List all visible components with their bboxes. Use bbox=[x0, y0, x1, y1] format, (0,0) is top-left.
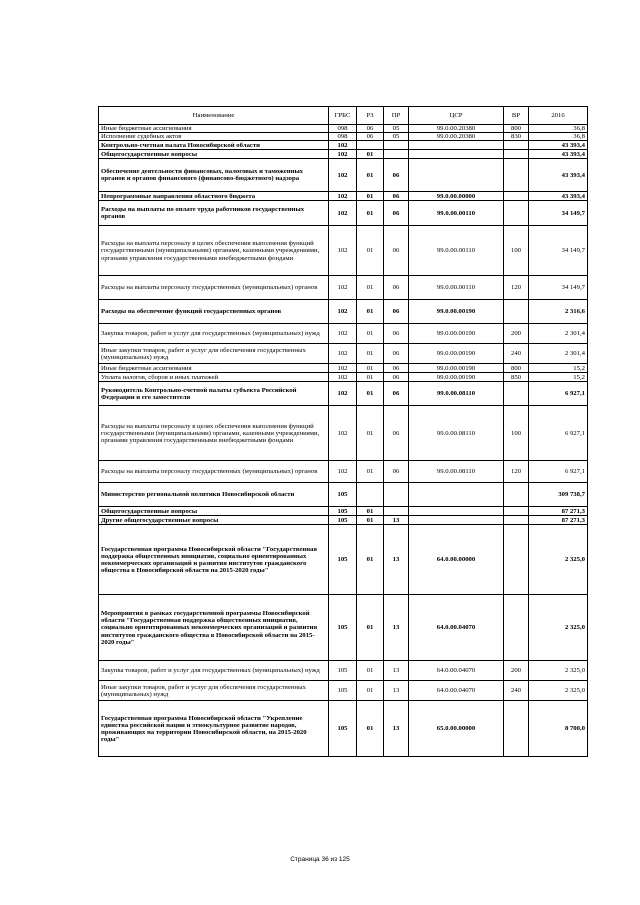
cell-amount: 15,2 bbox=[529, 373, 588, 382]
cell-name: Иные закупки товаров, работ и услуг для обеспечения государственных (муниципальных) нужд bbox=[99, 344, 329, 364]
cell-csr: 99.0.00.20380 bbox=[409, 133, 504, 141]
table-row bbox=[99, 226, 588, 276]
cell-vr bbox=[504, 525, 529, 595]
cell-name: Расходы на выплаты по оплате труда работников государственных органов bbox=[99, 201, 329, 226]
cell-csr bbox=[409, 516, 504, 525]
cell-grbs: 102 bbox=[329, 226, 357, 276]
cell-csr bbox=[409, 507, 504, 516]
cell-amount: 36,8 bbox=[529, 125, 588, 133]
cell-rz: 01 bbox=[357, 226, 384, 276]
cell-pr: 05 bbox=[384, 133, 409, 141]
cell-rz: 01 bbox=[357, 344, 384, 364]
cell-name: Иные бюджетные ассигнования bbox=[99, 125, 329, 133]
table-row bbox=[99, 483, 588, 507]
cell-vr bbox=[504, 595, 529, 661]
cell-name: Непрограммные направления областного бюджета bbox=[99, 192, 329, 201]
table-body bbox=[99, 125, 588, 757]
cell-grbs: 102 bbox=[329, 373, 357, 382]
cell-vr bbox=[504, 483, 529, 507]
cell-vr bbox=[504, 159, 529, 192]
cell-name: Расходы на выплаты персоналу государственных (муниципальных) органов bbox=[99, 461, 329, 483]
table-row bbox=[99, 507, 588, 516]
table-row bbox=[99, 461, 588, 483]
cell-csr: 99.0.00.08110 bbox=[409, 461, 504, 483]
cell-amount: 34 149,7 bbox=[529, 276, 588, 300]
cell-vr: 240 bbox=[504, 681, 529, 701]
table-row bbox=[99, 681, 588, 701]
cell-pr: 13 bbox=[384, 516, 409, 525]
cell-amount: 87 271,3 bbox=[529, 507, 588, 516]
cell-vr: 200 bbox=[504, 661, 529, 681]
cell-grbs: 105 bbox=[329, 525, 357, 595]
cell-grbs: 098 bbox=[329, 133, 357, 141]
cell-grbs: 102 bbox=[329, 382, 357, 406]
cell-amount: 2 316,6 bbox=[529, 300, 588, 324]
cell-name: Расходы на выплаты персоналу в целях обеспечения выполнения функций государственными (муниципальными) органами, казенными учреждениями, органами управления государственными внебюджетными фондами bbox=[99, 226, 329, 276]
cell-csr: 99.0.00.00110 bbox=[409, 226, 504, 276]
cell-vr bbox=[504, 516, 529, 525]
cell-name: Обеспечение деятельности финансовых, налоговых и таможенных органов и органов финансового (финансово-бюджетного) надзора bbox=[99, 159, 329, 192]
cell-pr: 13 bbox=[384, 661, 409, 681]
cell-pr: 13 bbox=[384, 595, 409, 661]
header-csr: ЦСР bbox=[409, 107, 504, 125]
cell-csr: 64.0.00.04070 bbox=[409, 661, 504, 681]
cell-csr: 99.0.00.00190 bbox=[409, 364, 504, 373]
cell-name: Исполнение судебных актов bbox=[99, 133, 329, 141]
table-row bbox=[99, 344, 588, 364]
header-row bbox=[99, 107, 588, 125]
cell-vr bbox=[504, 507, 529, 516]
cell-rz: 01 bbox=[357, 150, 384, 159]
cell-name: Закупка товаров, работ и услуг для государственных (муниципальных) нужд bbox=[99, 661, 329, 681]
cell-rz: 01 bbox=[357, 159, 384, 192]
cell-amount: 6 927,1 bbox=[529, 406, 588, 461]
cell-name: Контрольно-счетная палата Новосибирской области bbox=[99, 141, 329, 150]
cell-vr: 830 bbox=[504, 133, 529, 141]
cell-amount: 43 393,4 bbox=[529, 150, 588, 159]
cell-pr: 06 bbox=[384, 364, 409, 373]
cell-pr: 06 bbox=[384, 192, 409, 201]
cell-csr bbox=[409, 483, 504, 507]
cell-amount: 43 393,4 bbox=[529, 159, 588, 192]
cell-vr bbox=[504, 382, 529, 406]
cell-name: Иные закупки товаров, работ и услуг для обеспечения государственных (муниципальных) нужд bbox=[99, 681, 329, 701]
cell-name: Расходы на выплаты персоналу в целях обеспечения выполнения функций государственными (муниципальными) органами, казенными учреждениями, органами управления государственными внебюджетными фондами bbox=[99, 406, 329, 461]
table-row bbox=[99, 133, 588, 141]
table-row bbox=[99, 406, 588, 461]
cell-amount: 2 325,0 bbox=[529, 681, 588, 701]
cell-csr: 99.0.00.08110 bbox=[409, 382, 504, 406]
table-row bbox=[99, 192, 588, 201]
cell-vr: 120 bbox=[504, 461, 529, 483]
cell-csr bbox=[409, 150, 504, 159]
table-row bbox=[99, 324, 588, 344]
cell-rz: 01 bbox=[357, 525, 384, 595]
cell-csr: 99.0.00.00000 bbox=[409, 192, 504, 201]
cell-pr: 06 bbox=[384, 406, 409, 461]
table-row bbox=[99, 150, 588, 159]
cell-rz: 01 bbox=[357, 406, 384, 461]
cell-rz bbox=[357, 141, 384, 150]
cell-grbs: 102 bbox=[329, 344, 357, 364]
cell-vr: 800 bbox=[504, 125, 529, 133]
cell-csr bbox=[409, 159, 504, 192]
cell-rz bbox=[357, 483, 384, 507]
header-rz: РЗ bbox=[357, 107, 384, 125]
cell-name: Уплата налогов, сборов и иных платежей bbox=[99, 373, 329, 382]
cell-amount: 43 393,4 bbox=[529, 192, 588, 201]
cell-amount: 2 301,4 bbox=[529, 324, 588, 344]
cell-vr: 850 bbox=[504, 373, 529, 382]
cell-name: Мероприятия в рамках государственной программы Новосибирской области "Государственная поддержка общественных инициатив, социально ориентированных некоммерческих организаций и развития институтов гражданского общества в Новосибирской области на 2015-2020 годы" bbox=[99, 595, 329, 661]
cell-amount: 34 149,7 bbox=[529, 226, 588, 276]
cell-name: Иные бюджетные ассигнования bbox=[99, 364, 329, 373]
cell-vr: 800 bbox=[504, 364, 529, 373]
cell-name: Общегосударственные вопросы bbox=[99, 150, 329, 159]
table-row bbox=[99, 525, 588, 595]
cell-rz: 01 bbox=[357, 192, 384, 201]
cell-rz: 01 bbox=[357, 701, 384, 757]
cell-rz: 01 bbox=[357, 661, 384, 681]
cell-amount: 6 927,1 bbox=[529, 382, 588, 406]
cell-csr: 64.0.00.00000 bbox=[409, 525, 504, 595]
cell-grbs: 102 bbox=[329, 406, 357, 461]
cell-name: Расходы на обеспечение функций государственных органов bbox=[99, 300, 329, 324]
cell-amount: 2 325,0 bbox=[529, 525, 588, 595]
cell-pr: 05 bbox=[384, 125, 409, 133]
cell-pr: 06 bbox=[384, 373, 409, 382]
cell-amount: 36,8 bbox=[529, 133, 588, 141]
table-row bbox=[99, 701, 588, 757]
cell-vr bbox=[504, 201, 529, 226]
cell-grbs: 102 bbox=[329, 461, 357, 483]
cell-amount: 87 271,3 bbox=[529, 516, 588, 525]
cell-amount: 15,2 bbox=[529, 364, 588, 373]
cell-pr: 06 bbox=[384, 159, 409, 192]
cell-amount: 8 700,0 bbox=[529, 701, 588, 757]
cell-csr: 99.0.00.00190 bbox=[409, 324, 504, 344]
cell-rz: 01 bbox=[357, 507, 384, 516]
cell-pr: 06 bbox=[384, 382, 409, 406]
cell-grbs: 102 bbox=[329, 192, 357, 201]
cell-pr: 06 bbox=[384, 201, 409, 226]
cell-pr: 06 bbox=[384, 324, 409, 344]
table-header bbox=[99, 107, 588, 125]
cell-rz: 01 bbox=[357, 364, 384, 373]
table-row bbox=[99, 364, 588, 373]
cell-pr: 06 bbox=[384, 344, 409, 364]
cell-csr: 65.0.00.00000 bbox=[409, 701, 504, 757]
cell-grbs: 105 bbox=[329, 516, 357, 525]
cell-grbs: 102 bbox=[329, 150, 357, 159]
cell-pr: 06 bbox=[384, 461, 409, 483]
table-row bbox=[99, 595, 588, 661]
cell-vr: 120 bbox=[504, 276, 529, 300]
cell-grbs: 098 bbox=[329, 125, 357, 133]
cell-rz: 01 bbox=[357, 324, 384, 344]
cell-name: Другие общегосударственные вопросы bbox=[99, 516, 329, 525]
cell-grbs: 102 bbox=[329, 276, 357, 300]
cell-rz: 01 bbox=[357, 276, 384, 300]
cell-amount: 34 149,7 bbox=[529, 201, 588, 226]
header-grbs: ГРБС bbox=[329, 107, 357, 125]
table-row bbox=[99, 516, 588, 525]
cell-name: Руководитель Контрольно-счетной палаты субъекта Российской Федерации и его заместители bbox=[99, 382, 329, 406]
cell-name: Государственная программа Новосибирской области "Укрепление единства российской нации и этнокультурное развитие народов, проживающих на территории Новосибирской области, на 2015-2020 годы" bbox=[99, 701, 329, 757]
cell-rz: 01 bbox=[357, 373, 384, 382]
cell-amount: 6 927,1 bbox=[529, 461, 588, 483]
cell-csr: 64.0.00.04070 bbox=[409, 595, 504, 661]
cell-rz: 01 bbox=[357, 461, 384, 483]
cell-grbs: 102 bbox=[329, 201, 357, 226]
budget-table bbox=[98, 106, 588, 757]
header-pr: ПР bbox=[384, 107, 409, 125]
cell-grbs: 105 bbox=[329, 507, 357, 516]
cell-grbs: 105 bbox=[329, 595, 357, 661]
cell-csr bbox=[409, 141, 504, 150]
cell-name: Министерство региональной политики Новосибирской области bbox=[99, 483, 329, 507]
cell-amount: 2 325,0 bbox=[529, 661, 588, 681]
cell-rz: 06 bbox=[357, 133, 384, 141]
table-row bbox=[99, 382, 588, 406]
cell-pr bbox=[384, 141, 409, 150]
cell-amount: 309 738,7 bbox=[529, 483, 588, 507]
table-row bbox=[99, 201, 588, 226]
table-row bbox=[99, 661, 588, 681]
table-row bbox=[99, 159, 588, 192]
cell-vr: 100 bbox=[504, 226, 529, 276]
cell-pr: 13 bbox=[384, 701, 409, 757]
cell-csr: 99.0.00.00190 bbox=[409, 373, 504, 382]
cell-rz: 01 bbox=[357, 201, 384, 226]
cell-amount: 2 325,0 bbox=[529, 595, 588, 661]
cell-pr: 06 bbox=[384, 226, 409, 276]
cell-name: Общегосударственные вопросы bbox=[99, 507, 329, 516]
cell-amount: 2 301,4 bbox=[529, 344, 588, 364]
header-year: 2016 bbox=[529, 107, 588, 125]
cell-name: Закупка товаров, работ и услуг для государственных (муниципальных) нужд bbox=[99, 324, 329, 344]
cell-grbs: 105 bbox=[329, 661, 357, 681]
cell-rz: 01 bbox=[357, 382, 384, 406]
cell-rz: 01 bbox=[357, 595, 384, 661]
cell-vr: 200 bbox=[504, 324, 529, 344]
cell-vr bbox=[504, 300, 529, 324]
cell-csr: 99.0.00.00110 bbox=[409, 201, 504, 226]
table-row bbox=[99, 276, 588, 300]
table-row bbox=[99, 141, 588, 150]
table-row bbox=[99, 125, 588, 133]
header-vr: ВР bbox=[504, 107, 529, 125]
cell-grbs: 102 bbox=[329, 300, 357, 324]
cell-vr bbox=[504, 141, 529, 150]
cell-grbs: 102 bbox=[329, 364, 357, 373]
cell-vr bbox=[504, 192, 529, 201]
table-row bbox=[99, 373, 588, 382]
cell-csr: 99.0.00.08110 bbox=[409, 406, 504, 461]
cell-vr: 240 bbox=[504, 344, 529, 364]
cell-rz: 01 bbox=[357, 681, 384, 701]
cell-grbs: 105 bbox=[329, 681, 357, 701]
cell-grbs: 105 bbox=[329, 701, 357, 757]
cell-csr: 64.0.00.04070 bbox=[409, 681, 504, 701]
cell-csr: 99.0.00.00190 bbox=[409, 344, 504, 364]
cell-csr: 99.0.00.20380 bbox=[409, 125, 504, 133]
cell-grbs: 102 bbox=[329, 141, 357, 150]
cell-rz: 01 bbox=[357, 300, 384, 324]
cell-grbs: 105 bbox=[329, 483, 357, 507]
table-row bbox=[99, 300, 588, 324]
cell-pr bbox=[384, 483, 409, 507]
cell-vr bbox=[504, 150, 529, 159]
cell-pr: 06 bbox=[384, 276, 409, 300]
cell-rz: 06 bbox=[357, 125, 384, 133]
cell-pr: 13 bbox=[384, 525, 409, 595]
page-number: Страница 36 из 125 bbox=[290, 856, 350, 863]
cell-vr: 100 bbox=[504, 406, 529, 461]
cell-csr: 99.0.00.00190 bbox=[409, 300, 504, 324]
cell-pr bbox=[384, 507, 409, 516]
cell-grbs: 102 bbox=[329, 159, 357, 192]
cell-pr bbox=[384, 150, 409, 159]
cell-name: Расходы на выплаты персоналу государственных (муниципальных) органов bbox=[99, 276, 329, 300]
cell-pr: 06 bbox=[384, 300, 409, 324]
cell-csr: 99.0.00.00110 bbox=[409, 276, 504, 300]
cell-rz: 01 bbox=[357, 516, 384, 525]
cell-amount: 43 393,4 bbox=[529, 141, 588, 150]
cell-grbs: 102 bbox=[329, 324, 357, 344]
cell-vr bbox=[504, 701, 529, 757]
header-name: Наименование bbox=[99, 107, 329, 125]
cell-pr: 13 bbox=[384, 681, 409, 701]
cell-name: Государственная программа Новосибирской области "Государственная поддержка общественных инициатив, социально ориентированных некоммерческих организаций и развития институтов гражданского общества в Новосибирской области на 2015-2020 годы" bbox=[99, 525, 329, 595]
